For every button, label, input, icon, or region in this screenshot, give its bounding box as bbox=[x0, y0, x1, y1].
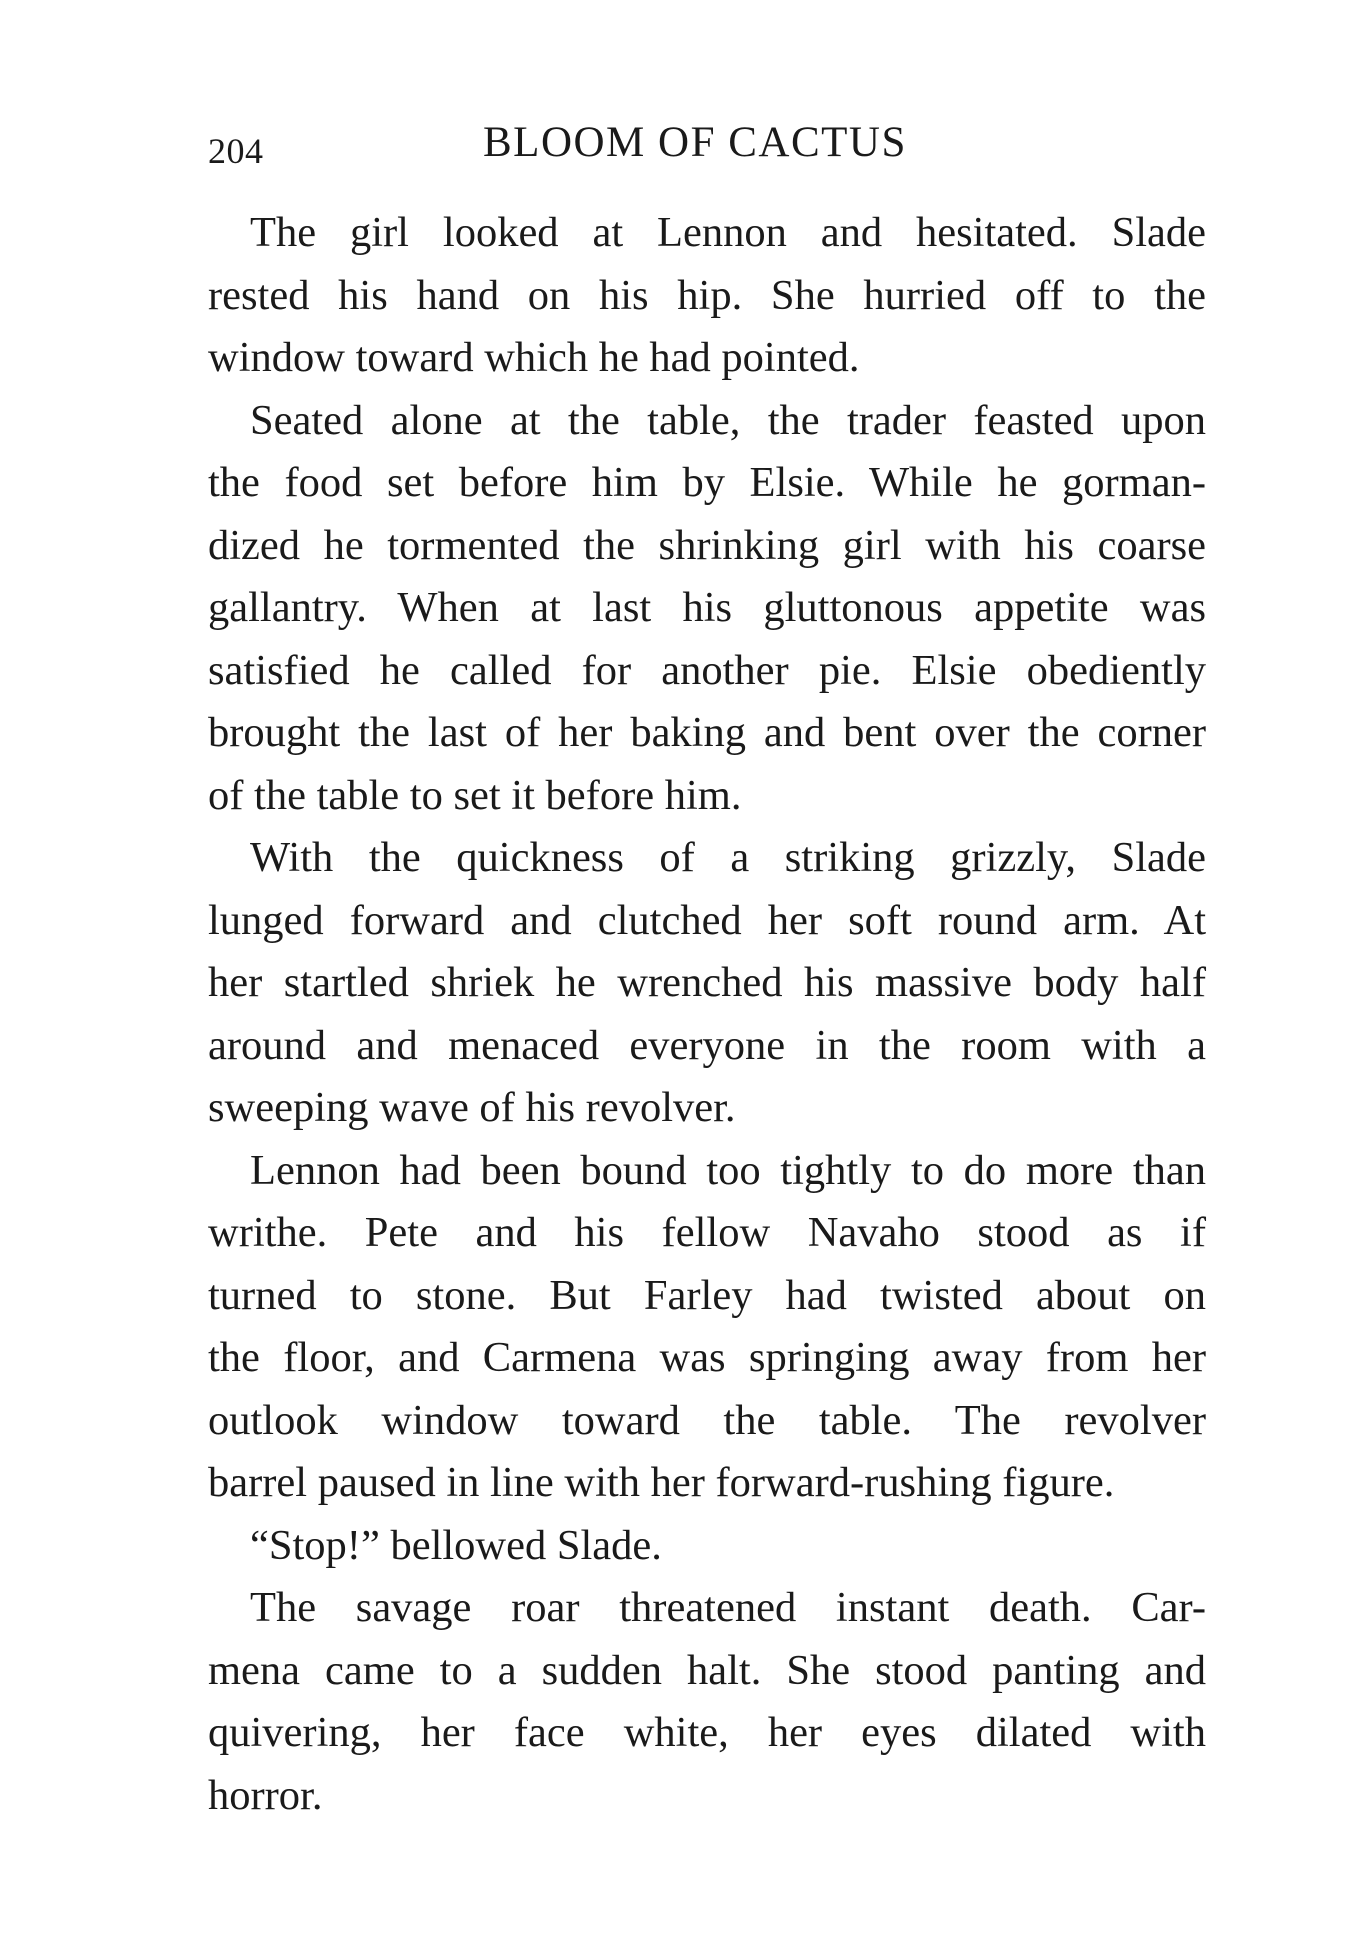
paragraph bbox=[208, 1577, 1206, 1827]
text-line: outlook window toward the table. The revolver bbox=[208, 1396, 1206, 1444]
text-line: satisfied he called for another pie. Elsie obediently bbox=[208, 646, 1206, 694]
text-line: the floor, and Carmena was springing away from her bbox=[208, 1334, 1206, 1381]
body-text bbox=[208, 202, 1206, 1827]
text-line: barrel paused in line with her forward-rushing figure. bbox=[208, 1459, 1115, 1506]
text-line: of the table to set it before him. bbox=[208, 771, 742, 819]
paragraph bbox=[208, 1515, 1206, 1578]
text-line: Lennon had been bound too tightly to do more than bbox=[250, 1146, 1206, 1194]
paragraph bbox=[208, 202, 1206, 390]
text-line: horror. bbox=[208, 1771, 323, 1819]
running-title: BLOOM OF CACTUS bbox=[483, 119, 907, 166]
text-line: quivering, her face white, her eyes dilated with bbox=[208, 1709, 1206, 1756]
text-line: The girl looked at Lennon and hesitated. Slade bbox=[250, 209, 1206, 256]
text-line: the food set before him by Elsie. While he gorman- bbox=[208, 459, 1206, 506]
paragraph bbox=[208, 1140, 1206, 1515]
paragraph bbox=[208, 390, 1206, 828]
text-line: sweeping wave of his revolver. bbox=[208, 1084, 736, 1131]
text-line: With the quickness of a striking grizzly, Slade bbox=[250, 834, 1206, 881]
text-line: her startled shriek he wrenched his massive body half bbox=[208, 959, 1206, 1006]
text-line: lunged forward and clutched her soft round arm. At bbox=[208, 896, 1206, 944]
text-line: brought the last of her baking and bent over the corner bbox=[208, 709, 1206, 756]
text-line: The savage roar threatened instant death. Car- bbox=[250, 1584, 1206, 1631]
paragraph bbox=[208, 827, 1206, 1140]
text-line: rested his hand on his hip. She hurried off to the bbox=[208, 271, 1206, 319]
text-line: Seated alone at the table, the trader feasted upon bbox=[250, 396, 1206, 444]
page-number: 204 bbox=[208, 131, 264, 171]
text-line: dized he tormented the shrinking girl with his coarse bbox=[208, 521, 1206, 569]
text-line: around and menaced everyone in the room with a bbox=[208, 1021, 1206, 1069]
text-line: turned to stone. But Farley had twisted about on bbox=[208, 1271, 1206, 1319]
page-header bbox=[208, 118, 1208, 178]
text-line: window toward which he had pointed. bbox=[208, 334, 860, 381]
text-line: mena came to a sudden halt. She stood panting and bbox=[208, 1646, 1206, 1694]
text-line: writhe. Pete and his fellow Navaho stood as if bbox=[208, 1209, 1206, 1256]
text-line: gallantry. When at last his gluttonous appetite was bbox=[208, 584, 1206, 631]
text-line: “Stop!” bellowed Slade. bbox=[250, 1521, 662, 1569]
